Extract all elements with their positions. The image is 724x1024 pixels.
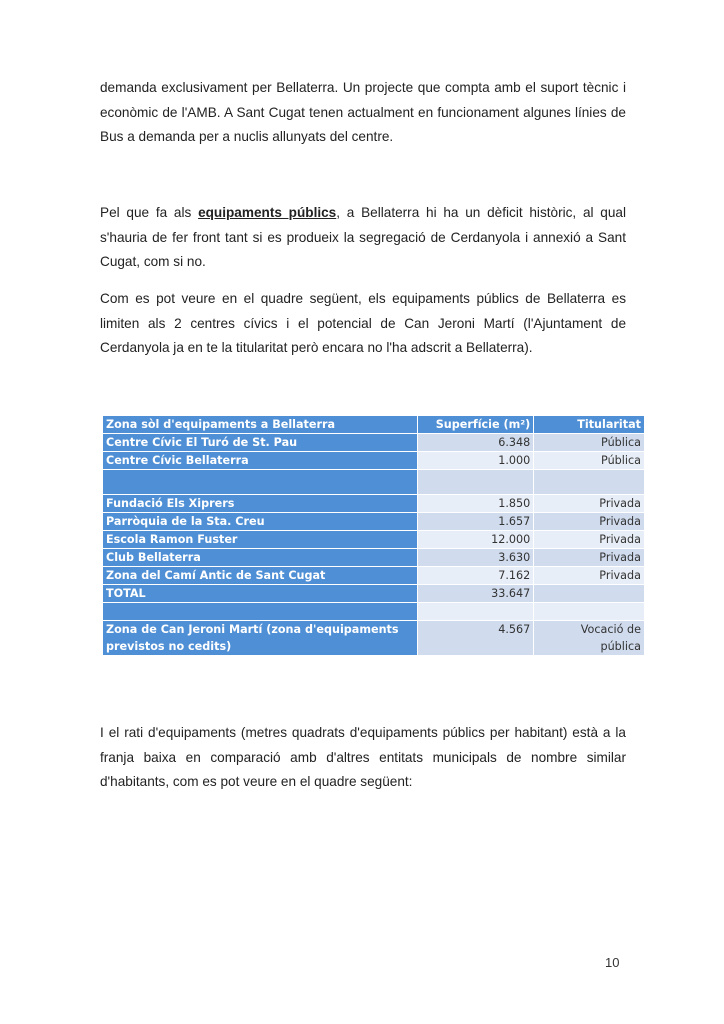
cell-titularitat — [534, 603, 644, 621]
cell-superficie: 7.162 — [418, 567, 534, 585]
page-number: 10 — [605, 955, 620, 970]
cell-titularitat: Privada — [534, 567, 644, 585]
table-row — [103, 513, 644, 531]
header-superficie: Superfície (m²) — [418, 416, 534, 434]
cell-superficie — [418, 603, 534, 621]
table-header-row — [103, 416, 644, 434]
cell-zona: Zona del Camí Antic de Sant Cugat — [103, 567, 418, 585]
cell-superficie: 1.657 — [418, 513, 534, 531]
cell-titularitat: Privada — [534, 513, 644, 531]
table-row — [103, 531, 644, 549]
table-row — [103, 434, 644, 452]
cell-zona: Centre Cívic Bellaterra — [103, 452, 418, 470]
header-zona: Zona sòl d'equipaments a Bellaterra — [103, 416, 418, 434]
table-row — [103, 621, 644, 656]
table-row — [103, 452, 644, 470]
cell-zona: Parròquia de la Sta. Creu — [103, 513, 418, 531]
emphasis-equipaments-publics: equipaments públics — [198, 205, 337, 220]
paragraph-table-intro: Com es pot veure en el quadre següent, els equipaments públics de Bellaterra es limiten als 2 centres cívics i el potencial de Can Jeroni Martí (l'Ajuntament de Cerdanyola ja en te la titularitat però encara no l'ha adscrit a Bellaterra). — [100, 291, 626, 355]
table-row — [103, 495, 644, 513]
paragraph-ratio: I el rati d'equipaments (metres quadrats d'equipaments públics per habitant) està a la franja baixa en comparació amb d'altres entitats municipals de nombre similar d'habitants, com es pot veure en el quadre següent: — [100, 725, 626, 789]
paragraph-bus-demand: demanda exclusivament per Bellaterra. Un projecte que compta amb el suport tècnic i econòmic de l'AMB. A Sant Cugat tenen actualment en funcionament algunes línies de Bus a demanda per a nuclis allunyats del centre. — [100, 80, 626, 144]
cell-titularitat: Pública — [534, 452, 644, 470]
cell-titularitat: Vocació de pública — [534, 621, 644, 656]
cell-titularitat — [534, 470, 644, 495]
cell-superficie: 33.647 — [418, 585, 534, 603]
cell-zona: TOTAL — [103, 585, 418, 603]
cell-superficie: 1.850 — [418, 495, 534, 513]
table-row-empty — [103, 470, 644, 495]
cell-zona: Fundació Els Xiprers — [103, 495, 418, 513]
cell-zona: Centre Cívic El Turó de St. Pau — [103, 434, 418, 452]
cell-titularitat: Privada — [534, 495, 644, 513]
table-row-empty — [103, 603, 644, 621]
table-row — [103, 549, 644, 567]
cell-superficie: 1.000 — [418, 452, 534, 470]
cell-superficie: 4.567 — [418, 621, 534, 656]
text: Pel que fa als — [100, 205, 199, 220]
cell-zona: Zona de Can Jeroni Martí (zona d'equipaments previstos no cedits) — [103, 621, 418, 656]
cell-zona — [103, 603, 418, 621]
table-row — [103, 567, 644, 585]
text: , a Bellaterra hi ha un dèficit històric, al qual s'hauria de fer front tant si es produeix la segregació de Cerdanyola i annexió a Sant Cugat, com si no. — [100, 205, 626, 269]
cell-superficie: 12.000 — [418, 531, 534, 549]
facilities-table — [103, 416, 644, 656]
cell-zona — [103, 470, 418, 495]
table-row-total — [103, 585, 644, 603]
cell-superficie: 3.630 — [418, 549, 534, 567]
cell-titularitat: Privada — [534, 531, 644, 549]
cell-titularitat — [534, 585, 644, 603]
cell-zona: Club Bellaterra — [103, 549, 418, 567]
cell-superficie — [418, 470, 534, 495]
header-titularitat: Titularitat — [534, 416, 644, 434]
paragraph-public-facilities-intro — [100, 201, 626, 275]
cell-titularitat: Privada — [534, 549, 644, 567]
cell-zona: Escola Ramon Fuster — [103, 531, 418, 549]
cell-superficie: 6.348 — [418, 434, 534, 452]
cell-titularitat: Pública — [534, 434, 644, 452]
